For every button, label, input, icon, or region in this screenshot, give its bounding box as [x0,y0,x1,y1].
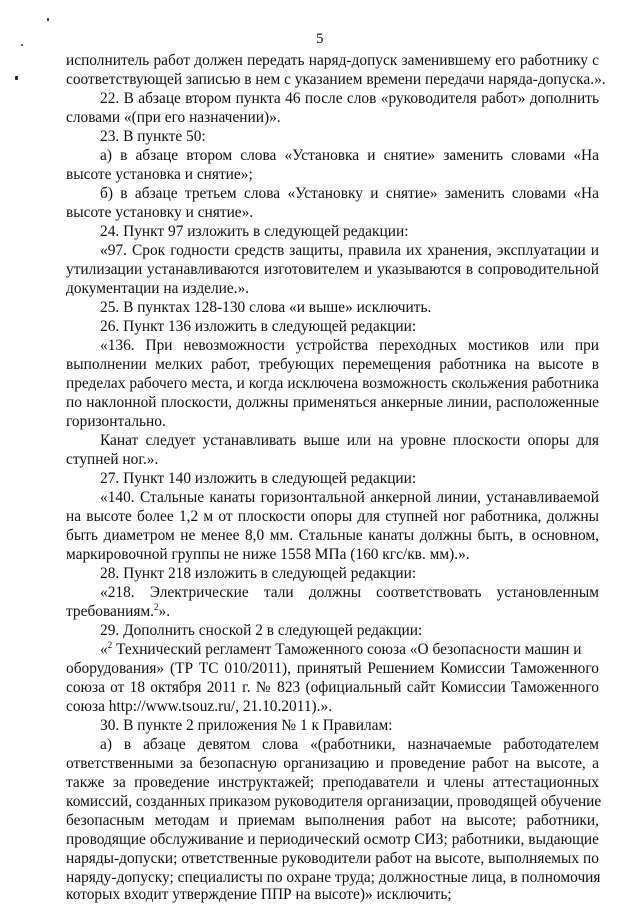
text-line: ответственными за безопасную организацию и проведение работ на высоте, а [66,755,599,772]
text-line: горизонтально. [66,413,166,430]
text-line: 28. Пункт 218 изложить в следующей редакции: [100,565,417,582]
text-line: 22. В абзаце втором пункта 46 после слов «руководителя работ» дополнить [100,90,599,107]
text-line: которых входит утверждение ППР на высоте)» исключить; [66,886,452,903]
text-line: 25. В пунктах 128-130 слова «и выше» исключить. [100,299,432,316]
text-line: наряду-допуску; специалисты по охране труда; должностные лица, в полномочия [66,869,601,886]
text-line: 26. Пункт 136 изложить в следующей редакции: [100,318,417,335]
text-line: на высоте более 1,2 м от плоскости опоры для ступней ног работника, должны [66,508,599,525]
text-line-29: требованиям. [66,603,155,620]
text-line: а) в абзаце девятом слова «(работники, назначаемые работодателем [100,736,599,753]
text-line: по наклонной плоскости, должны применяться анкерные линии, расположенные [66,394,599,411]
text-line: 24. Пункт 97 изложить в следующей редакции: [100,223,409,240]
text-line: союза от 18 октября 2011 г. № 823 (официальный сайт Комиссии Таможенного [66,679,599,696]
scan-mark-1 [47,18,49,21]
text-line: высоте установку и снятие». [66,204,254,221]
text-line: утилизации устанавливаются изготовителем и указываются в сопроводительной [66,261,599,278]
text-line: Канат следует устанавливать выше или на уровне плоскости опоры для [100,432,599,449]
footnote-open-quote: « [100,641,108,658]
text-line: 29. Дополнить сноской 2 в следующей редакции: [100,622,423,639]
scan-mark-3 [15,76,18,80]
text-line: исполнитель работ должен передать наряд-допуск заменившему его работнику с [66,52,599,69]
text-line: проводящие обслуживание и периодический осмотр СИЗ; работники, выдающие [66,831,599,848]
text-line: также за проведение инструктажей; преподаватели и члены аттестационных [66,774,599,791]
scan-mark-2 [21,44,23,46]
text-line: словами «(при его назначении)». [66,109,281,126]
text-line: 30. В пункте 2 приложения № 1 к Правилам: [100,717,393,734]
text-line-31: Технический регламент Таможенного союза «О безопасности машин и [116,641,582,658]
text-line: ступней ног.». [66,451,159,468]
footnote-marker: 2 [107,640,113,650]
text-line: маркировочной группы не ниже 1558 МПа (160 кгс/кв. мм).». [66,546,470,563]
footnote-marker: 2 [154,602,159,612]
footnote-line [100,640,599,660]
text-line: соответствующей записью в нем с указанием времени передачи наряда-допуска.». [66,71,606,88]
text-line: 23. В пункте 50: [100,128,206,145]
text-line: выполнении мелких работ, требующих перемещения работника на высоте в [66,356,599,373]
text-line-with-superscript [66,602,599,622]
text-line: а) в абзаце втором слова «Установка и снятие» заменить словами «На [100,147,599,164]
text-line: комиссий, созданных приказом руководителя организации, проводящей обучение [66,793,602,810]
text-line: быть диаметром не менее 8,0 мм. Стальные канаты должны быть, в основном, [66,527,599,544]
text-line-29-suffix: ». [158,603,171,620]
page-number: 5 [316,31,324,47]
text-line: «136. При невозможности устройства переходных мостиков или при [100,337,599,354]
text-line: безопасным методам и приемам выполнения работ на высоте; работники, [66,812,599,829]
text-line: оборудования» (ТР ТС 010/2011), принятый Решением Комиссии Таможенного [66,660,599,677]
text-line: «97. Срок годности средств защиты, правила их хранения, эксплуатации и [100,242,599,259]
text-line: «218. Электрические тали должны соответствовать установленным [100,584,599,601]
text-line: высоте установка и снятие»; [66,166,253,183]
text-line: пределах рабочего места, и когда исключена возможность скольжения работника [66,375,599,392]
text-line: «140. Стальные канаты горизонтальной анкерной линии, устанавливаемой [100,489,599,506]
text-line: 27. Пункт 140 изложить в следующей редакции: [100,470,417,487]
text-line: б) в абзаце третьем слова «Установку и снятие» заменить словами «На [100,185,599,202]
text-line: наряды-допуски; ответственные руководители работ на высоте, выполняемых по [66,850,599,867]
text-line: союза http://www.tsouz.ru/, 21.10.2011).». [66,698,333,715]
text-line: документации на изделие.». [66,280,250,297]
